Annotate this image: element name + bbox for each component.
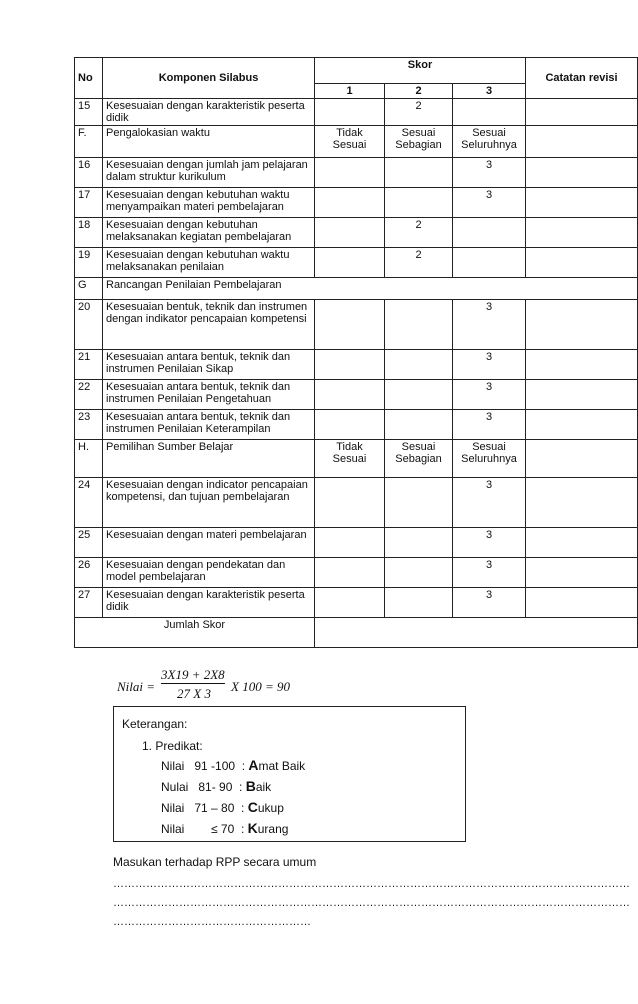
predikat-range: Nilai ≤ 70 : — [161, 822, 248, 836]
header-score-2: 2 — [385, 84, 453, 99]
predikat-range: Nulai 81- 90 : — [161, 780, 246, 794]
total-value-cell — [315, 618, 638, 648]
component-text: Kesesuaian dengan kebutuhan melaksanakan kegiatan pembelajaran — [103, 218, 315, 248]
predikat-word: mat Baik — [258, 759, 306, 773]
comment-line-2[interactable]: …………………………………………………………………………………………………………………………… — [113, 897, 630, 909]
catatan-cell — [526, 126, 638, 158]
component-text: Kesesuaian antara bentuk, teknik dan instrumen Penilaian Pengetahuan — [103, 380, 315, 410]
keterangan-box — [113, 706, 466, 842]
table-row — [75, 410, 638, 440]
component-text: Kesesuaian bentuk, teknik dan instrumen dengan indikator pencapaian kompetensi — [103, 300, 315, 350]
score-cell-3: Sesuai Seluruhnya — [453, 126, 526, 158]
score-cell-3: 3 — [453, 478, 526, 528]
row-number: 18 — [75, 218, 103, 248]
row-number: 26 — [75, 558, 103, 588]
table-row — [75, 248, 638, 278]
score-cell-2: 2 — [385, 218, 453, 248]
score-cell-3: 3 — [453, 588, 526, 618]
table-row — [75, 380, 638, 410]
row-number: 23 — [75, 410, 103, 440]
score-cell-2 — [385, 350, 453, 380]
predikat-item — [161, 778, 271, 794]
score-cell-3: 3 — [453, 300, 526, 350]
score-cell-1: Tidak Sesuai — [315, 126, 385, 158]
comment-line-3[interactable]: ……………………………………………… — [113, 916, 311, 928]
component-text: Kesesuaian dengan karakteristik peserta didik — [103, 588, 315, 618]
score-cell-1 — [315, 158, 385, 188]
score-cell-3: 3 — [453, 558, 526, 588]
component-text: Kesesuaian antara bentuk, teknik dan instrumen Penilaian Sikap — [103, 350, 315, 380]
table-row — [75, 350, 638, 380]
masukan-label: Masukan terhadap RPP secara umum — [113, 855, 317, 869]
score-cell-1: Tidak Sesuai — [315, 440, 385, 478]
row-number: 27 — [75, 588, 103, 618]
score-cell-2: Sesuai Sebagian — [385, 126, 453, 158]
section-row — [75, 126, 638, 158]
predikat-letter: A — [248, 757, 259, 773]
score-cell-1 — [315, 350, 385, 380]
score-cell-2: Sesuai Sebagian — [385, 440, 453, 478]
catatan-cell — [526, 440, 638, 478]
score-cell-2 — [385, 410, 453, 440]
score-cell-1 — [315, 528, 385, 558]
score-cell-1 — [315, 558, 385, 588]
score-cell-2 — [385, 558, 453, 588]
section-title: Rancangan Penilaian Pembelajaran — [103, 278, 638, 300]
predikat-label: 1. Predikat: — [142, 739, 203, 753]
catatan-cell — [526, 300, 638, 350]
predikat-item — [161, 799, 284, 815]
predikat-word: ukup — [257, 801, 284, 815]
score-cell-1 — [315, 99, 385, 126]
component-text: Kesesuaian dengan kebutuhan waktu menyampaikan materi pembelajaran — [103, 188, 315, 218]
predikat-range: Nilai 71 – 80 : — [161, 801, 248, 815]
table-row — [75, 558, 638, 588]
formula-label: Nilai = — [117, 679, 156, 694]
score-cell-3: 3 — [453, 350, 526, 380]
header-komponen: Komponen Silabus — [103, 58, 315, 99]
score-cell-1 — [315, 410, 385, 440]
formula-denominator: 27 X 3 — [177, 686, 211, 701]
score-cell-2 — [385, 528, 453, 558]
row-number: 25 — [75, 528, 103, 558]
syllabus-assessment-table — [74, 57, 638, 648]
component-text: Kesesuaian antara bentuk, teknik dan instrumen Penilaian Keterampilan — [103, 410, 315, 440]
score-cell-2 — [385, 158, 453, 188]
section-title: Pengalokasian waktu — [103, 126, 315, 158]
catatan-cell — [526, 410, 638, 440]
score-cell-2 — [385, 478, 453, 528]
score-cell-1 — [315, 300, 385, 350]
header-skor: Skor — [315, 58, 526, 84]
fraction-bar — [161, 683, 225, 684]
catatan-cell — [526, 99, 638, 126]
score-cell-3: 3 — [453, 188, 526, 218]
row-number: 16 — [75, 158, 103, 188]
row-number: 21 — [75, 350, 103, 380]
catatan-cell — [526, 350, 638, 380]
score-cell-2: 2 — [385, 248, 453, 278]
score-cell-3: 3 — [453, 380, 526, 410]
section-number: G — [75, 278, 103, 300]
total-label: Jumlah Skor — [75, 618, 315, 648]
score-cell-1 — [315, 218, 385, 248]
catatan-cell — [526, 478, 638, 528]
predikat-range: Nilai 91 -100 : — [161, 759, 249, 773]
score-cell-1 — [315, 588, 385, 618]
table-row — [75, 300, 638, 350]
score-cell-1 — [315, 188, 385, 218]
keterangan-title: Keterangan: — [122, 717, 188, 731]
catatan-cell — [526, 558, 638, 588]
formula-tail: X 100 = 90 — [231, 679, 290, 694]
score-cell-3 — [453, 218, 526, 248]
component-text: Kesesuaian dengan karakteristik peserta didik — [103, 99, 315, 126]
table-row — [75, 588, 638, 618]
score-cell-3 — [453, 99, 526, 126]
catatan-cell — [526, 248, 638, 278]
score-cell-2 — [385, 300, 453, 350]
comment-line-1[interactable]: …………………………………………………………………………………………………………………………… — [113, 878, 630, 890]
row-number: 20 — [75, 300, 103, 350]
table-row — [75, 478, 638, 528]
score-cell-2 — [385, 588, 453, 618]
predikat-letter: B — [245, 778, 256, 794]
row-number: 22 — [75, 380, 103, 410]
catatan-cell — [526, 380, 638, 410]
component-text: Kesesuaian dengan jumlah jam pelajaran dalam struktur kurikulum — [103, 158, 315, 188]
component-text: Kesesuaian dengan materi pembelajaran — [103, 528, 315, 558]
table-row — [75, 528, 638, 558]
score-cell-1 — [315, 248, 385, 278]
row-number: 19 — [75, 248, 103, 278]
section-title: Pemilihan Sumber Belajar — [103, 440, 315, 478]
section-row — [75, 278, 638, 300]
catatan-cell — [526, 158, 638, 188]
row-number: 24 — [75, 478, 103, 528]
table-row — [75, 188, 638, 218]
row-number: 15 — [75, 99, 103, 126]
score-cell-3: 3 — [453, 410, 526, 440]
predikat-word: urang — [257, 822, 289, 836]
table-row — [75, 158, 638, 188]
score-cell-1 — [315, 380, 385, 410]
score-cell-2 — [385, 188, 453, 218]
section-number: H. — [75, 440, 103, 478]
predikat-item — [161, 820, 288, 836]
component-text: Kesesuaian dengan kebutuhan waktu melaksanakan penilaian — [103, 248, 315, 278]
formula-numerator: 3X19 + 2X8 — [161, 667, 225, 682]
predikat-letter: K — [247, 820, 258, 836]
header-catatan: Catatan revisi — [526, 58, 638, 99]
catatan-cell — [526, 588, 638, 618]
table-row — [75, 218, 638, 248]
catatan-cell — [526, 218, 638, 248]
section-number: F. — [75, 126, 103, 158]
section-row — [75, 440, 638, 478]
score-cell-2 — [385, 380, 453, 410]
score-cell-3: Sesuai Seluruhnya — [453, 440, 526, 478]
predikat-word: aik — [255, 780, 272, 794]
score-cell-1 — [315, 478, 385, 528]
score-cell-3 — [453, 248, 526, 278]
score-cell-3: 3 — [453, 528, 526, 558]
predikat-item — [161, 757, 305, 773]
component-text: Kesesuaian dengan indicator pencapaian kompetensi, dan tujuan pembelajaran — [103, 478, 315, 528]
header-score-1: 1 — [315, 84, 385, 99]
row-number: 17 — [75, 188, 103, 218]
score-cell-2: 2 — [385, 99, 453, 126]
predikat-letter: C — [247, 799, 258, 815]
total-row — [75, 618, 638, 648]
catatan-cell — [526, 188, 638, 218]
score-cell-3: 3 — [453, 158, 526, 188]
catatan-cell — [526, 528, 638, 558]
header-score-3: 3 — [453, 84, 526, 99]
header-no: No — [75, 58, 103, 99]
component-text: Kesesuaian dengan pendekatan dan model pembelajaran — [103, 558, 315, 588]
table-row — [75, 99, 638, 126]
